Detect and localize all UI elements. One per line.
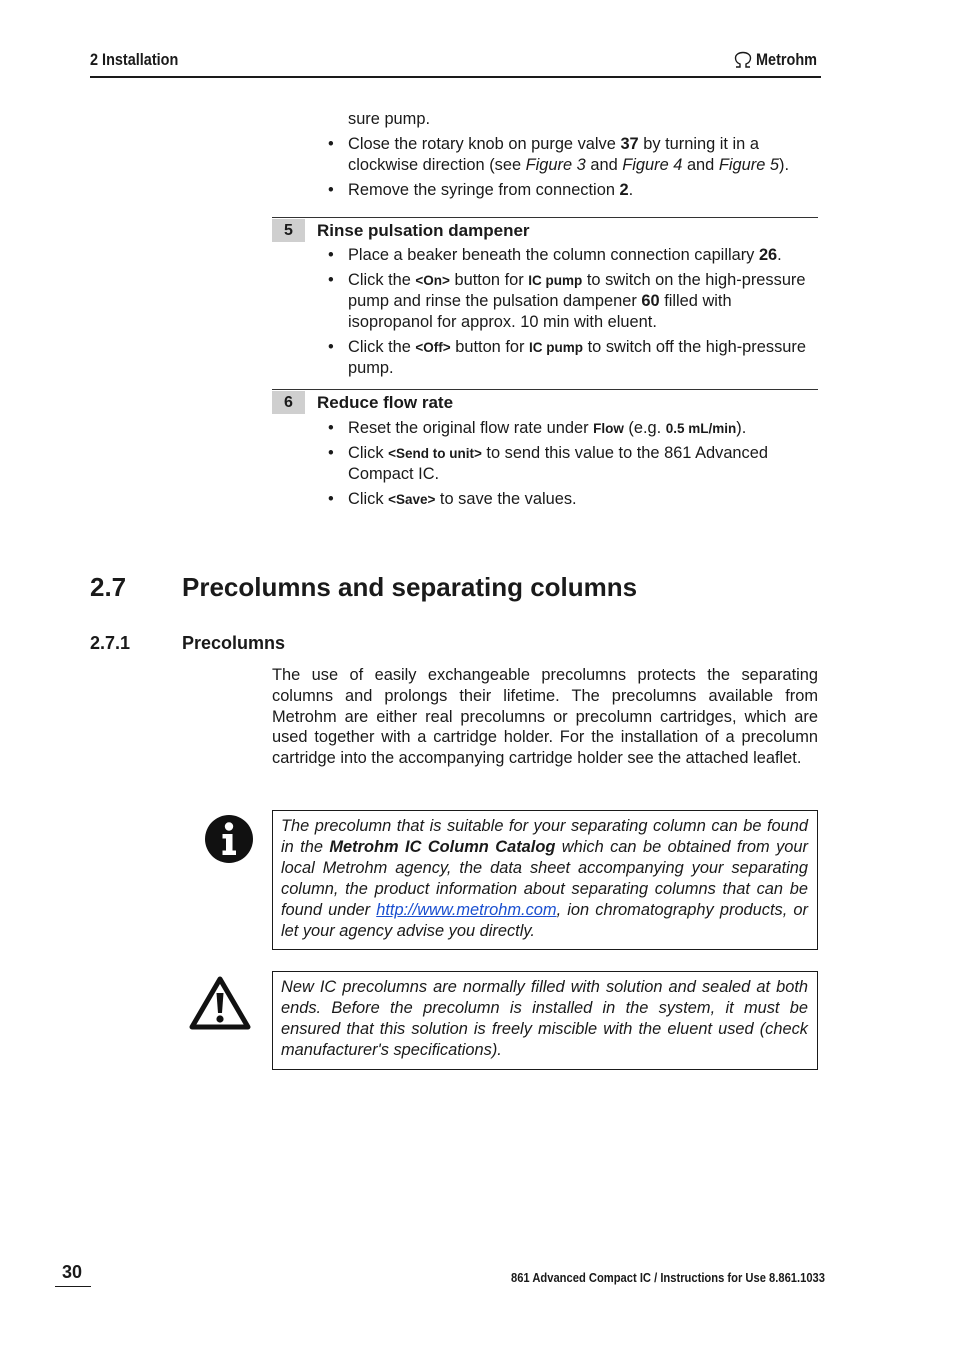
- bullet-reset-flow: [328, 418, 818, 439]
- ui-control-ref: 0.5 mL/min: [665, 421, 737, 436]
- subsection-title: Precolumns: [182, 633, 286, 653]
- metrohm-link[interactable]: http://www.metrohm.com: [376, 901, 557, 919]
- text-span: Click the: [348, 271, 416, 289]
- info-icon: [204, 814, 254, 869]
- bullet-place-beaker: [328, 245, 818, 266]
- ref-number: 37: [620, 135, 639, 153]
- ref-number: 60: [641, 292, 660, 310]
- step-6-body: [328, 418, 818, 514]
- ref-number: 2: [619, 181, 629, 199]
- note-text: which can be obtained from your local Metrohm agency, the data sheet accompanying your separating column, the product information about separating columns that can be found under: [281, 838, 808, 919]
- text-span: button for: [450, 338, 530, 356]
- metrohm-omega-icon: [733, 51, 753, 69]
- step-5-body: [328, 245, 818, 383]
- step-5-bullets: [328, 245, 818, 379]
- continuation-text: sure pump.: [348, 110, 430, 128]
- text-span: by turning it in a clockwise direction (see: [348, 135, 759, 174]
- running-header-section: 2 Installation: [90, 50, 179, 69]
- text-span: ).: [736, 419, 747, 437]
- step-6-title: Reduce flow rate: [317, 393, 454, 412]
- ref-number: 26: [758, 246, 778, 264]
- step-5-rule: [272, 217, 818, 218]
- text-span: to save the values.: [435, 490, 577, 508]
- figure-ref: Figure 5: [718, 156, 779, 174]
- bullet-remove-syringe: [328, 180, 818, 201]
- section-number: 2.7: [90, 572, 127, 602]
- ui-control-ref: Flow: [593, 421, 624, 436]
- warning-note-box: New IC precolumns are normally filled with solution and sealed at both ends. Before the precolumn is installed in the system, it must be ensured that this solution is freely miscible with the eluent used (check manufacturer's specifications).: [272, 971, 818, 1070]
- continuation-block: [328, 109, 818, 205]
- text-span: Remove the syringe from connection: [348, 181, 620, 199]
- text-span: filled with isopropanol for approx. 10 min with eluent.: [348, 292, 732, 331]
- note-text: The precolumn that is suitable for your separating column can be found in the: [281, 817, 808, 856]
- page-number-rule: [55, 1286, 91, 1287]
- ui-control-ref: <Save>: [388, 492, 436, 507]
- text-span: to switch on the high-pressure pump and rinse the pulsation dampener: [348, 271, 806, 310]
- note-text: , ion chromatography products, or let your agency advise you directly.: [281, 901, 808, 940]
- section-title: Precolumns and separating columns: [182, 572, 638, 602]
- precolumns-paragraph: The use of easily exchangeable precolumns protects the separating columns and prolongs their lifetime. The precolumns available from Metrohm are either real precolumns or precolumn cartridges, which are used together with a cartridge holder. For the installation of a precolumn cartridge into the accompanying cartridge holder see the attached leaflet.: [272, 666, 818, 768]
- text-span: .: [777, 246, 782, 264]
- step-6-number: 6: [272, 391, 305, 414]
- info-note-box: [272, 810, 818, 950]
- continuation-bullets: [328, 134, 818, 201]
- catalog-name: Metrohm IC Column Catalog: [329, 838, 556, 856]
- brand-name: Metrohm: [756, 50, 818, 69]
- text-span: Place a beaker beneath the column connection capillary: [348, 246, 759, 264]
- bullet-click-off: [328, 337, 818, 379]
- step-6-rule: [272, 389, 818, 390]
- ui-control-ref: <Send to unit>: [388, 446, 482, 461]
- footer-doc-title: 861 Advanced Compact IC / Instructions for Use 8.861.1033: [511, 1270, 825, 1285]
- bullet-close-valve: [328, 134, 818, 176]
- text-span: .: [628, 181, 634, 199]
- ui-control-ref: <On>: [415, 273, 450, 288]
- text-span: ).: [779, 156, 790, 174]
- warning-icon: [188, 975, 252, 1036]
- ui-control-ref: IC pump: [529, 340, 584, 355]
- step-6-bullets: [328, 418, 818, 510]
- text-span: Reset the original flow rate under: [348, 419, 594, 437]
- figure-ref: Figure 4: [622, 156, 683, 174]
- figure-ref: Figure 3: [525, 156, 586, 174]
- text-span: to switch off the high-pressure pump.: [348, 338, 806, 377]
- step-5-title: Rinse pulsation dampener: [317, 221, 530, 240]
- subsection-number: 2.7.1: [90, 633, 131, 653]
- text-span: button for: [449, 271, 529, 289]
- text-span: and: [585, 156, 623, 174]
- text-span: (e.g.: [623, 419, 666, 437]
- text-span: and: [682, 156, 719, 174]
- text-span: Click: [348, 490, 389, 508]
- bullet-send-to-unit: [328, 443, 818, 485]
- bullet-save: [328, 489, 818, 510]
- step-5-number: 5: [272, 219, 305, 242]
- ui-control-ref: <Off>: [415, 340, 451, 355]
- brand-logo: [733, 50, 828, 70]
- header-rule: [90, 76, 821, 78]
- bullet-click-on: [328, 270, 818, 333]
- ui-control-ref: IC pump: [528, 273, 583, 288]
- text-span: Close the rotary knob on purge valve: [348, 135, 621, 153]
- text-span: to send this value to the 861 Advanced Compact IC.: [348, 444, 768, 483]
- page-number: 30: [62, 1262, 83, 1282]
- text-span: Click: [348, 444, 389, 462]
- text-span: Click the: [348, 338, 416, 356]
